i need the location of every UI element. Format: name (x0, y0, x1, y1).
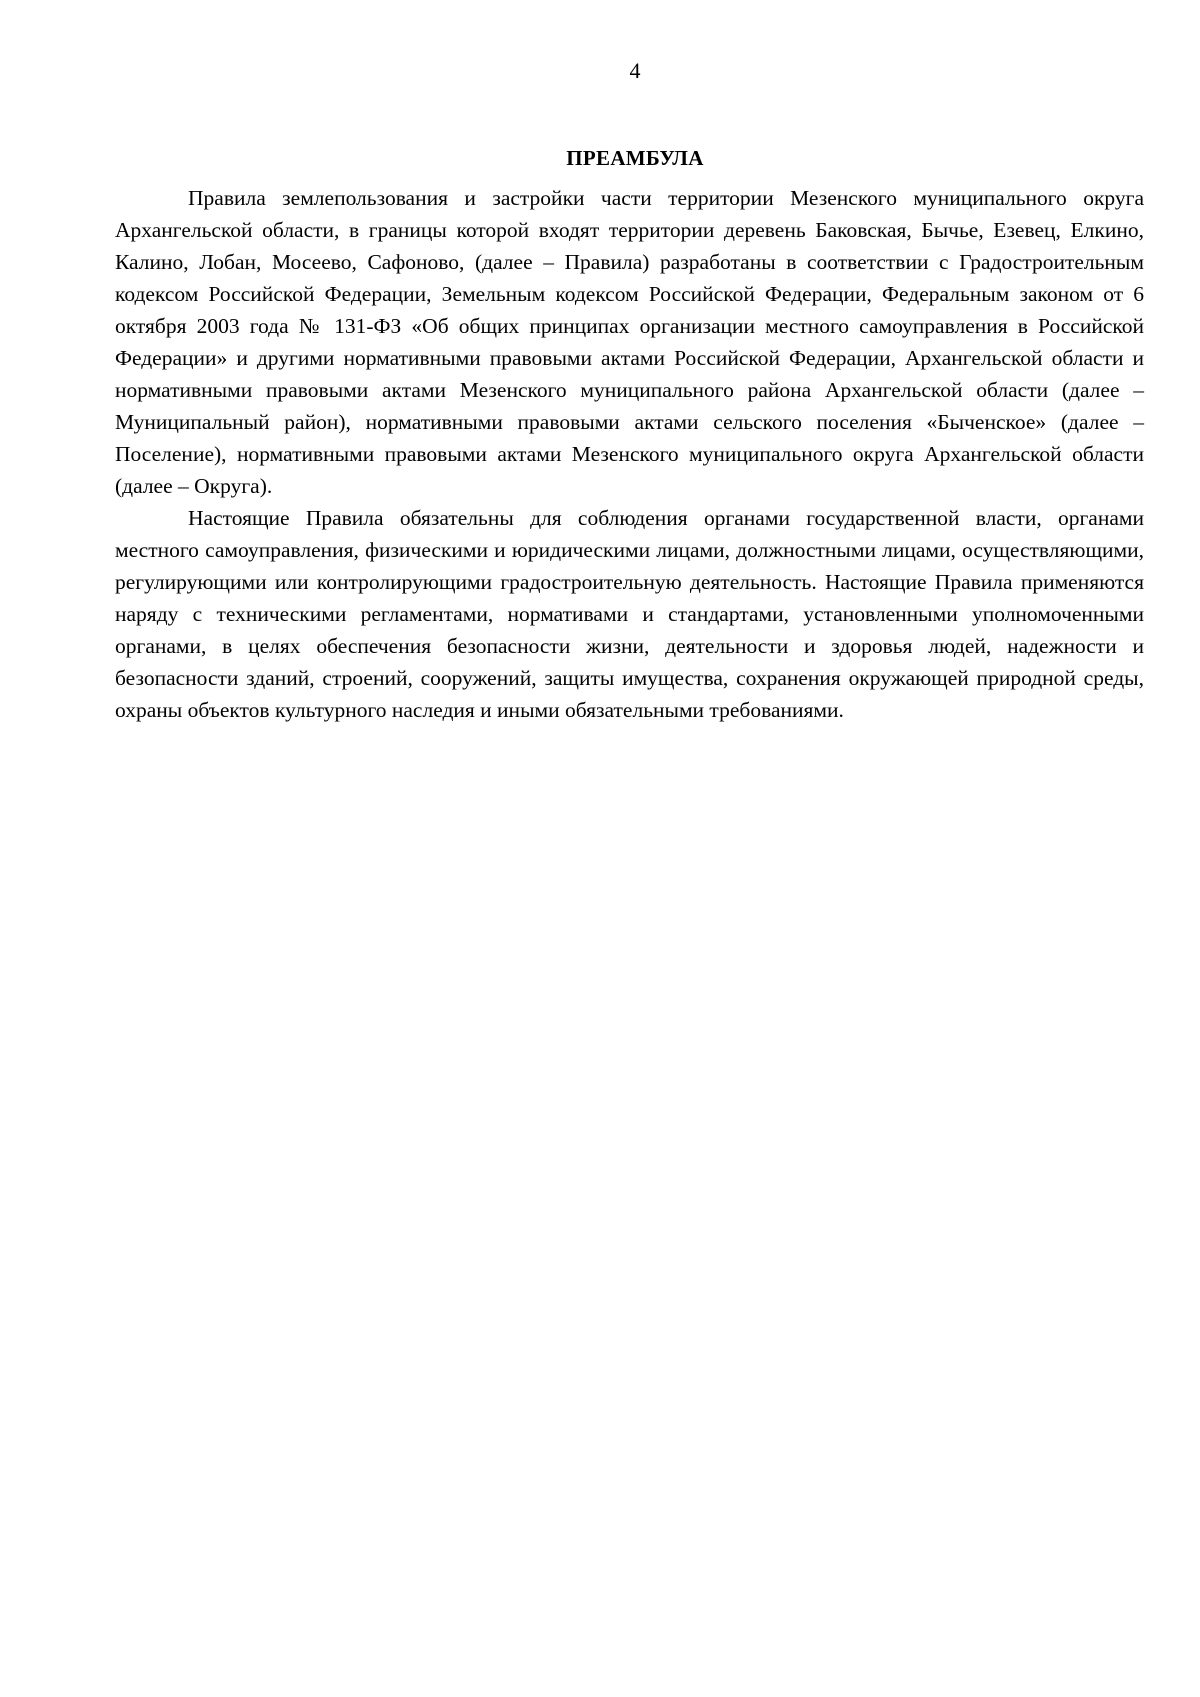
section-heading: ПРЕАМБУЛА (566, 146, 704, 170)
paragraph-preamble-obligation: Настоящие Правила обязательны для соблюдения органами государственной власти, органами местного самоуправления, физическими и юридическими лицами, должностными лицами, осуществляющими, регулирующими или контролирующими градостроительную деятельность. Настоящие Правила применяются наряду с техническими регламентами, нормативами и стандартами, установленными уполномоченными органами, в целях обеспечения безопасности жизни, деятельности и здоровья людей, надежности и безопасности зданий, строений, сооружений, защиты имущества, сохранения окружающей природной среды, охраны объектов культурного наследия и иными обязательными требованиями. (115, 506, 1144, 722)
paragraph-preamble-scope: Правила землепользования и застройки части территории Мезенского муниципального округа Архангельской области, в границы которой входят территории деревень Баковская, Бычье, Езевец, Елкино, Калино, Лобан, Мосеево, Сафоново, (далее – Правила) разработаны в соответствии с Градостроительным кодексом Российской Федерации, Земельным кодексом Российской Федерации, Федеральным законом от 6 октября 2003 года № 131-ФЗ «Об общих принципах организации местного самоуправления в Российской Федерации» и другими нормативными правовыми актами Российской Федерации, Архангельской области и нормативными правовыми актами Мезенского муниципального района Архангельской области (далее – Муниципальный район), нормативными правовыми актами сельского поселения «Быченское» (далее – Поселение), нормативными правовыми актами Мезенского муниципального округа Архангельской области (далее – Округа). (115, 186, 1144, 498)
page-number: 4 (629, 58, 641, 83)
document-body (115, 182, 1144, 726)
